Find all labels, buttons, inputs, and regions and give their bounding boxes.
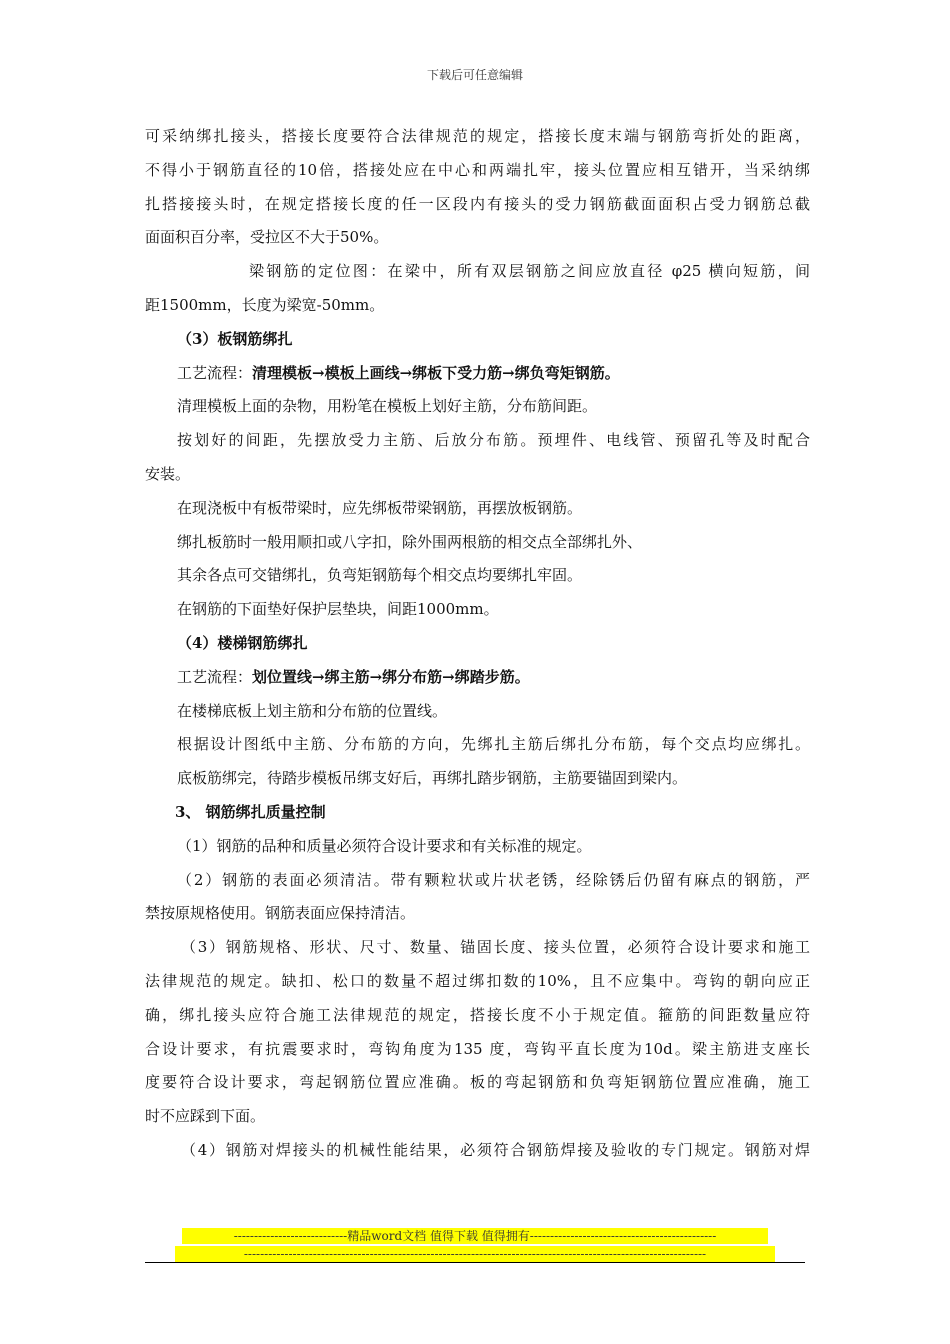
text-line: 梁钢筋的定位图：在梁中，所有双层钢筋之间应放直径 φ25 横向短筋，间 <box>249 262 810 281</box>
footer-rule <box>145 1262 805 1263</box>
text-line: （2）钢筋的表面必须清洁。带有颗粒状或片状老锈，经除锈后仍留有麻点的钢筋，严 <box>177 870 810 889</box>
text-line: （1）钢筋的品种和质量必须符合设计要求和有关标准的规定。 <box>177 836 592 855</box>
text-line: 底板筋绑完，待踏步模板吊绑支好后，再绑扎踏步钢筋，主筋要锚固到梁内。 <box>177 769 688 788</box>
text-line <box>145 661 810 695</box>
text-line: 其余各点可交错绑扎，负弯矩钢筋每个相交点均要绑扎牢固。 <box>177 566 583 585</box>
text-line: 安装。 <box>145 464 191 483</box>
text-line: 度要符合设计要求，弯起钢筋位置应准确。板的弯起钢筋和负弯矩钢筋位置应准确，施工 <box>145 1073 810 1092</box>
text-line: 禁按原规格使用。钢筋表面应保持清洁。 <box>145 904 416 923</box>
text-line: （4）钢筋对焊接头的机械性能结果，必须符合钢筋焊接及验收的专门规定。钢筋对焊 <box>181 1140 810 1159</box>
line-process-text: 划位置线→绑主筋→绑分布筋→绑踏步筋。 <box>252 667 530 686</box>
text-line: 时不应踩到下面。 <box>145 1107 266 1126</box>
text-line: 扎搭接接头时，在规定搭接长度的任一区段内有接头的受力钢筋截面面积占受力钢筋总截 <box>145 194 810 213</box>
text-line: 合设计要求，有抗震要求时，弯钩角度为135 度，弯钩平直长度为10d。梁主筋进支座长 <box>145 1039 810 1058</box>
text-line: （3）板钢筋绑扎 <box>177 329 293 348</box>
text-line: 在楼梯底板上划主筋和分布筋的位置线。 <box>177 701 448 720</box>
text-line: 根据设计图纸中主筋、分布筋的方向，先绑扎主筋后绑扎分布筋，每个交点均应绑扎。 <box>177 735 810 754</box>
text-line: 按划好的间距，先摆放受力主筋、后放分布筋。预埋件、电线管、预留孔等及时配合 <box>177 431 810 450</box>
text-line: 距1500mm，长度为梁宽-50mm。 <box>145 295 385 314</box>
text-line: 面面积百分率，受拉区不大于50%。 <box>145 228 389 247</box>
line-prefix: 工艺流程： <box>177 667 253 686</box>
text-line: 在现浇板中有板带梁时，应先绑板带梁钢筋，再摆放板钢筋。 <box>177 498 583 517</box>
text-line: 不得小于钢筋直径的10倍，搭接处应在中心和两端扎牢，接头位置应相互错开，当采纳绑 <box>145 160 810 179</box>
line-prefix: 工艺流程： <box>177 363 253 382</box>
footer-banner: ----------------------------精品word文档 值得下载 值得拥有---------------------------------------------- <box>182 1228 768 1244</box>
text-line: 清理模板上面的杂物，用粉笔在模板上划好主筋，分布筋间距。 <box>177 397 598 416</box>
page-footer <box>0 1228 950 1262</box>
text-line: （3）钢筋规格、形状、尺寸、数量、锚固长度、接头位置，必须符合设计要求和施工 <box>181 938 810 957</box>
text-line: （4）楼梯钢筋绑扎 <box>177 633 308 652</box>
text-line <box>145 357 810 391</box>
footer-dash-line: ------------------------------------------------------------------------------------------------------------------ <box>175 1246 775 1262</box>
text-line: 确，绑扎接头应符合施工法律规范的规定，搭接长度不小于规定值。箍筋的间距数量应符 <box>145 1005 810 1024</box>
text-line: 可采纳绑扎接头，搭接长度要符合法律规范的规定，搭接长度末端与钢筋弯折处的距离， <box>145 127 810 145</box>
line-process-text: 清理模板→模板上画线→绑板下受力筋→绑负弯矩钢筋。 <box>252 363 620 382</box>
page-header: 下载后可任意编辑 <box>426 68 523 82</box>
text-line: 绑扎板筋时一般用顺扣或八字扣，除外围两根筋的相交点全部绑扎外、 <box>177 532 643 551</box>
text-line: 在钢筋的下面垫好保护层垫块，间距1000mm。 <box>177 600 499 619</box>
document-body <box>145 120 810 1168</box>
text-line: 法律规范的规定。缺扣、松口的数量不超过绑扣数的10%，且不应集中。弯钩的朝向应正 <box>145 971 810 990</box>
text-line: 3、 钢筋绑扎质量控制 <box>175 802 326 821</box>
